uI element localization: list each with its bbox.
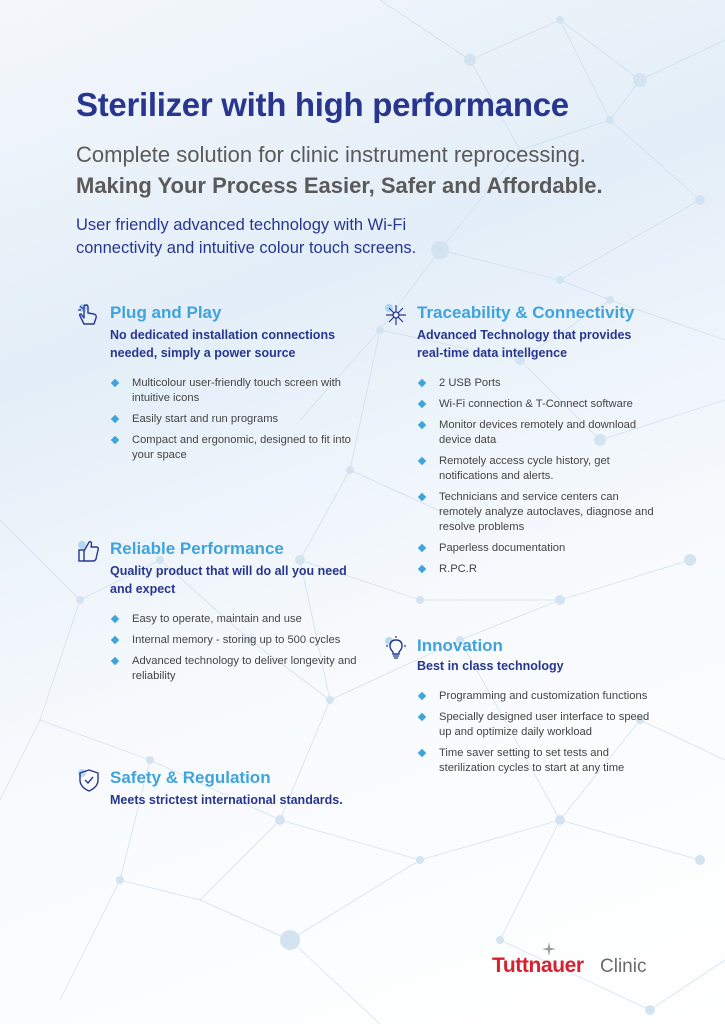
list-item: Technicians and service centers can remotely analyze autoclaves, diagnose and resolve problems	[417, 490, 657, 535]
thumbs-up-icon	[76, 538, 102, 564]
diamond-bullet-icon	[418, 544, 426, 552]
list-item: Internal memory - storing up to 500 cycles	[110, 633, 370, 648]
list-item: Remotely access cycle history, get notifications and alerts.	[417, 454, 657, 484]
list-item: Advanced technology to deliver longevity and reliability	[110, 654, 370, 684]
section-innovation	[417, 635, 657, 782]
diamond-bullet-icon	[418, 400, 426, 408]
list-item: Specially designed user interface to speed up and optimize daily workload	[417, 710, 657, 740]
page-title: Sterilizer with high performance	[76, 86, 569, 123]
list-item: Compact and ergonomic, designed to fit into your space	[110, 433, 370, 463]
diamond-bullet-icon	[111, 436, 119, 444]
diamond-bullet-icon	[418, 692, 426, 700]
section-title: Safety & Regulation	[110, 768, 271, 787]
diamond-bullet-icon	[111, 615, 119, 623]
diamond-bullet-icon	[111, 379, 119, 387]
diamond-bullet-icon	[418, 749, 426, 757]
section-title: Innovation	[417, 636, 503, 655]
logo-brand-text: Tuttnauer	[492, 954, 584, 977]
brand-logo	[492, 944, 662, 984]
section-safety-regulation	[110, 767, 370, 809]
section-title: Traceability & Connectivity	[417, 303, 635, 322]
lightbulb-icon	[383, 635, 409, 661]
diamond-bullet-icon	[111, 415, 119, 423]
hand-touch-icon	[76, 302, 102, 328]
list-item: Multicolour user-friendly touch screen with intuitive icons	[110, 376, 370, 406]
diamond-bullet-icon	[418, 421, 426, 429]
list-item: Easy to operate, maintain and use	[110, 612, 370, 627]
section-description: Advanced Technology that provides real-time data intellgence	[417, 328, 632, 360]
list-item: Wi-Fi connection & T-Connect software	[417, 397, 657, 412]
list-item: Monitor devices remotely and download device data	[417, 418, 657, 448]
section-traceability	[417, 302, 657, 583]
diamond-bullet-icon	[418, 565, 426, 573]
list-item: Paperless documentation	[417, 541, 657, 556]
diamond-bullet-icon	[418, 493, 426, 501]
diamond-bullet-icon	[418, 457, 426, 465]
list-item: Easily start and run programs	[110, 412, 370, 427]
page-tagline: Making Your Process Easier, Safer and Affordable.	[76, 173, 603, 198]
diamond-bullet-icon	[418, 713, 426, 721]
diamond-bullet-icon	[418, 379, 426, 387]
section-description: Meets strictest international standards.	[110, 793, 343, 807]
bullet-list	[417, 689, 657, 776]
page-subtitle: Complete solution for clinic instrument reprocessing.	[76, 142, 586, 167]
section-reliable-performance	[110, 538, 370, 690]
list-item: 2 USB Ports	[417, 376, 657, 391]
section-description: No dedicated installation connections needed, simply a power source	[110, 328, 336, 360]
section-description: Best in class technology	[417, 659, 564, 673]
list-item: Programming and customization functions	[417, 689, 657, 704]
bullet-list	[110, 612, 370, 684]
bullet-list	[417, 376, 657, 577]
section-title: Plug and Play	[110, 303, 222, 322]
diamond-bullet-icon	[111, 657, 119, 665]
network-icon	[383, 302, 409, 328]
list-item: R.PC.R	[417, 562, 657, 577]
shield-check-icon	[76, 767, 102, 793]
section-plug-and-play	[110, 302, 370, 469]
bullet-list	[110, 376, 370, 463]
section-description: Quality product that will do all you need and expect	[110, 564, 347, 596]
section-title: Reliable Performance	[110, 539, 284, 558]
intro-text: User friendly advanced technology with Wi-Fi connectivity and intuitive colour touch screens.	[76, 216, 417, 257]
logo-sub-text: Clinic	[600, 956, 647, 977]
list-item: Time saver setting to set tests and sterilization cycles to start at any time	[417, 746, 657, 776]
diamond-bullet-icon	[111, 636, 119, 644]
